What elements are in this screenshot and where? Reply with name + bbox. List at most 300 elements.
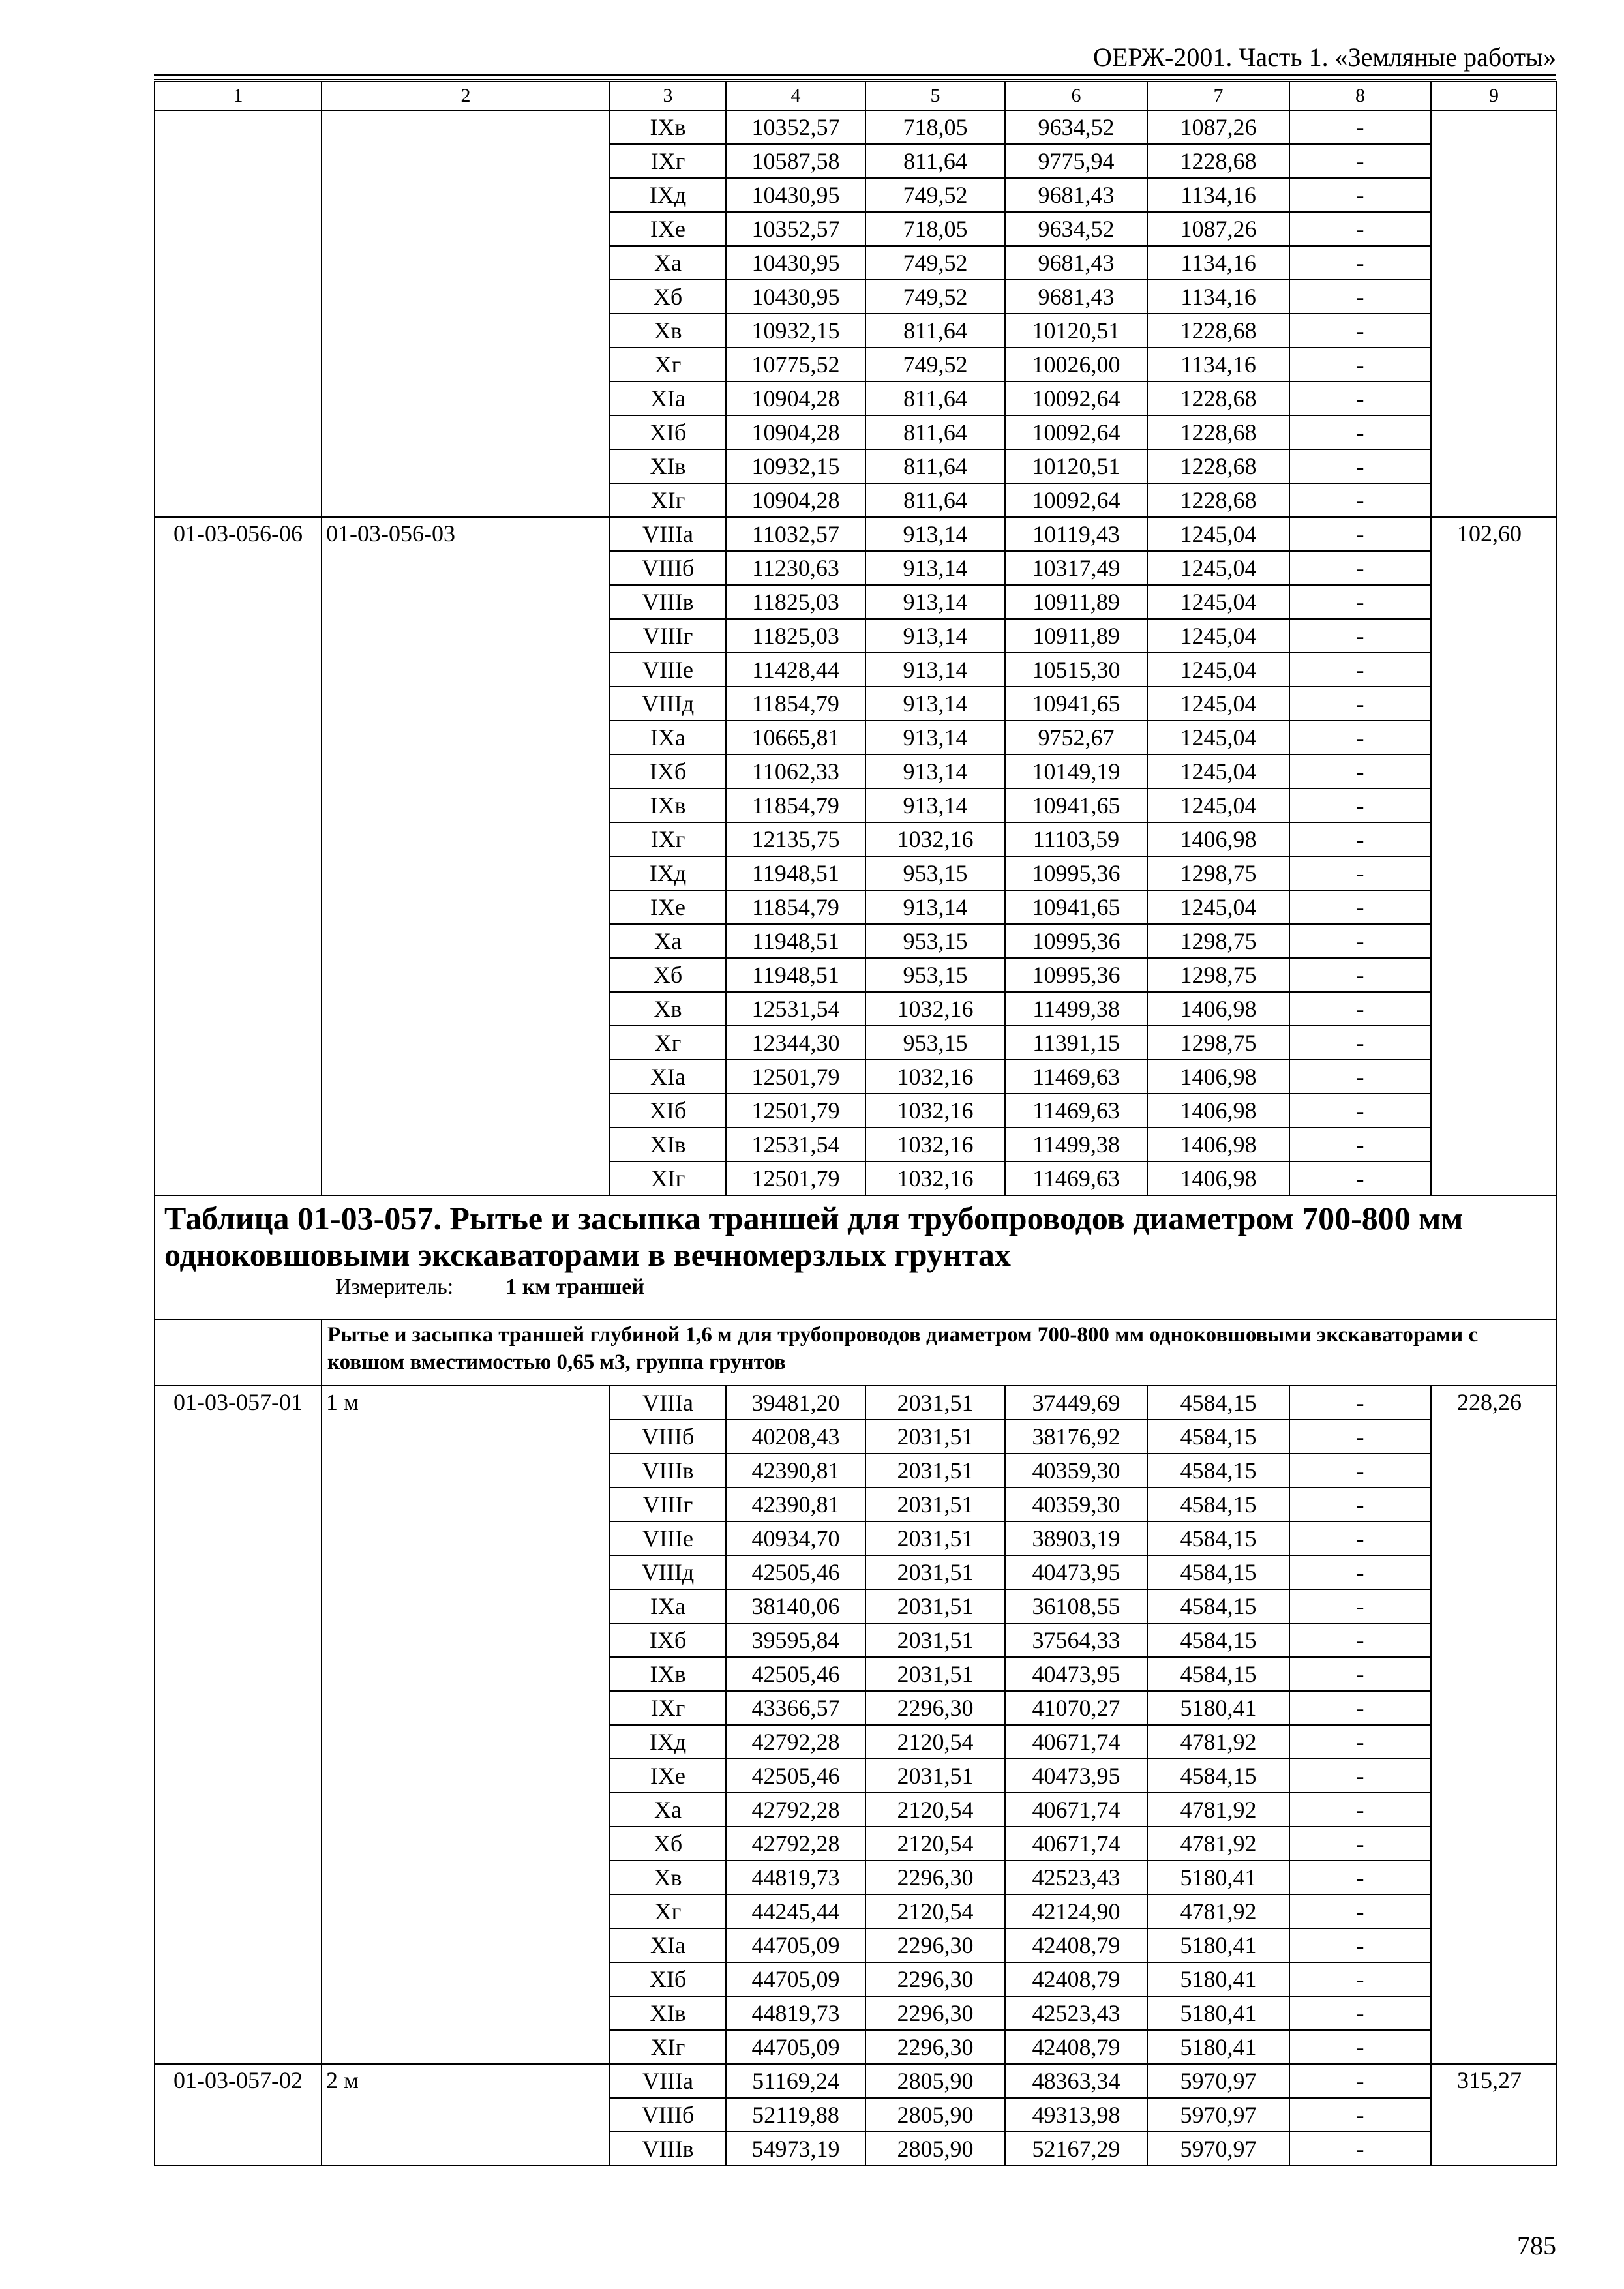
soil-group-cell: VIIIб: [610, 551, 726, 585]
soil-group-cell: Xа: [610, 246, 726, 280]
labor-cost-cell: 2031,51: [865, 1386, 1005, 1420]
soil-group-cell: VIIIб: [610, 2098, 726, 2132]
cost-total-cell: 12135,75: [726, 822, 865, 856]
operator-wage-cell: 5180,41: [1147, 1861, 1289, 1894]
machine-cost-cell: 9775,94: [1005, 144, 1147, 178]
soil-group-cell: IXа: [610, 721, 726, 755]
materials-cost-cell: -: [1289, 1161, 1431, 1195]
cost-total-cell: 12501,79: [726, 1161, 865, 1195]
materials-cost-cell: -: [1289, 1996, 1431, 2030]
machine-cost-cell: 37449,69: [1005, 1386, 1147, 1420]
machine-cost-cell: 10092,64: [1005, 483, 1147, 517]
soil-group-cell: IXе: [610, 212, 726, 246]
materials-cost-cell: -: [1289, 1793, 1431, 1827]
operator-wage-cell: 1406,98: [1147, 992, 1289, 1026]
materials-cost-cell: -: [1289, 314, 1431, 348]
operator-wage-cell: 4584,15: [1147, 1759, 1289, 1793]
operator-wage-cell: 1134,16: [1147, 348, 1289, 382]
operator-wage-cell: 5180,41: [1147, 1928, 1289, 1962]
materials-cost-cell: -: [1289, 212, 1431, 246]
cost-total-cell: 51169,24: [726, 2064, 865, 2098]
operator-wage-cell: 1245,04: [1147, 687, 1289, 721]
operator-wage-cell: 5970,97: [1147, 2064, 1289, 2098]
materials-cost-cell: -: [1289, 1454, 1431, 1488]
table-title-cell: [155, 1195, 1557, 1319]
machine-cost-cell: 9681,43: [1005, 246, 1147, 280]
machine-cost-cell: 40473,95: [1005, 1759, 1147, 1793]
cost-total-cell: 11230,63: [726, 551, 865, 585]
labor-cost-cell: 2031,51: [865, 1555, 1005, 1589]
header-rule: [154, 74, 1556, 76]
soil-group-cell: XIа: [610, 1060, 726, 1094]
cost-total-cell: 11948,51: [726, 924, 865, 958]
materials-cost-cell: -: [1289, 144, 1431, 178]
cost-total-cell: 11854,79: [726, 890, 865, 924]
soil-group-cell: XIб: [610, 415, 726, 449]
labor-cost-cell: 2120,54: [865, 1894, 1005, 1928]
labor-cost-cell: 1032,16: [865, 1060, 1005, 1094]
cost-total-cell: 11825,03: [726, 619, 865, 653]
materials-cost-cell: -: [1289, 348, 1431, 382]
labor-cost-cell: 2805,90: [865, 2064, 1005, 2098]
labor-cost-cell: 2805,90: [865, 2132, 1005, 2166]
labor-cost-cell: 913,14: [865, 551, 1005, 585]
column-9-value-cell: [1431, 110, 1557, 517]
machine-cost-cell: 42408,79: [1005, 1928, 1147, 1962]
meter-value: 1 км траншей: [505, 1275, 644, 1299]
labor-cost-cell: 811,64: [865, 144, 1005, 178]
operator-wage-cell: 1087,26: [1147, 212, 1289, 246]
labor-cost-cell: 913,14: [865, 890, 1005, 924]
cost-total-cell: 44705,09: [726, 2030, 865, 2064]
materials-cost-cell: -: [1289, 1962, 1431, 1996]
materials-cost-cell: -: [1289, 585, 1431, 619]
column-number: 3: [610, 82, 726, 110]
materials-cost-cell: -: [1289, 890, 1431, 924]
cost-total-cell: 54973,19: [726, 2132, 865, 2166]
operator-wage-cell: 1406,98: [1147, 1161, 1289, 1195]
machine-cost-cell: 10941,65: [1005, 890, 1147, 924]
operator-wage-cell: 5180,41: [1147, 1691, 1289, 1725]
machine-cost-cell: 36108,55: [1005, 1589, 1147, 1623]
materials-cost-cell: -: [1289, 415, 1431, 449]
operator-wage-cell: 4781,92: [1147, 1725, 1289, 1759]
cost-total-cell: 10587,58: [726, 144, 865, 178]
operator-wage-cell: 1087,26: [1147, 110, 1289, 144]
norm-code-cell: 01-03-057-02: [155, 2064, 322, 2166]
materials-cost-cell: -: [1289, 958, 1431, 992]
operator-wage-cell: 1228,68: [1147, 415, 1289, 449]
machine-cost-cell: 40671,74: [1005, 1793, 1147, 1827]
soil-group-cell: VIIIа: [610, 517, 726, 551]
labor-cost-cell: 2120,54: [865, 1793, 1005, 1827]
labor-cost-cell: 2296,30: [865, 1962, 1005, 1996]
cost-total-cell: 10904,28: [726, 415, 865, 449]
soil-group-cell: XIг: [610, 483, 726, 517]
labor-cost-cell: 953,15: [865, 856, 1005, 890]
cost-total-cell: 42505,46: [726, 1759, 865, 1793]
materials-cost-cell: -: [1289, 1691, 1431, 1725]
cost-total-cell: 10904,28: [726, 483, 865, 517]
labor-cost-cell: 913,14: [865, 687, 1005, 721]
soil-group-cell: XIб: [610, 1094, 726, 1128]
materials-cost-cell: -: [1289, 280, 1431, 314]
soil-group-cell: IXб: [610, 1623, 726, 1657]
operator-wage-cell: 5970,97: [1147, 2132, 1289, 2166]
cost-total-cell: 10775,52: [726, 348, 865, 382]
soil-group-cell: Xв: [610, 992, 726, 1026]
machine-cost-cell: 10995,36: [1005, 856, 1147, 890]
cost-total-cell: 11825,03: [726, 585, 865, 619]
soil-group-cell: VIIIв: [610, 1454, 726, 1488]
operator-wage-cell: 4781,92: [1147, 1827, 1289, 1861]
soil-group-cell: IXв: [610, 110, 726, 144]
machine-cost-cell: 10515,30: [1005, 653, 1147, 687]
operator-wage-cell: 4584,15: [1147, 1623, 1289, 1657]
cost-total-cell: 12501,79: [726, 1060, 865, 1094]
soil-group-cell: Xг: [610, 348, 726, 382]
norm-name-cell: 2 м: [322, 2064, 610, 2166]
machine-cost-cell: 48363,34: [1005, 2064, 1147, 2098]
machine-cost-cell: 40473,95: [1005, 1657, 1147, 1691]
soil-group-cell: Xв: [610, 1861, 726, 1894]
subtitle-empty-cell: [155, 1319, 322, 1386]
table-row: [155, 2064, 1557, 2098]
norm-name-cell: [322, 110, 610, 517]
materials-cost-cell: -: [1289, 449, 1431, 483]
table-title: Таблица 01-03-057. Рытье и засыпка траншей для трубопроводов диаметром 700-800 мм одноковшовыми экскаваторами в вечномерзлых грунтах: [164, 1200, 1464, 1273]
machine-cost-cell: 10941,65: [1005, 687, 1147, 721]
cost-total-cell: 40208,43: [726, 1420, 865, 1454]
materials-cost-cell: -: [1289, 1386, 1431, 1420]
operator-wage-cell: 1134,16: [1147, 246, 1289, 280]
soil-group-cell: XIа: [610, 1928, 726, 1962]
header-rule: [154, 79, 1556, 80]
cost-total-cell: 43366,57: [726, 1691, 865, 1725]
operator-wage-cell: 5180,41: [1147, 1962, 1289, 1996]
column-number: 2: [322, 82, 610, 110]
machine-cost-cell: 11499,38: [1005, 1128, 1147, 1161]
operator-wage-cell: 4584,15: [1147, 1420, 1289, 1454]
soil-group-cell: XIб: [610, 1962, 726, 1996]
labor-cost-cell: 749,52: [865, 348, 1005, 382]
soil-group-cell: IXг: [610, 822, 726, 856]
labor-cost-cell: 2120,54: [865, 1827, 1005, 1861]
operator-wage-cell: 5180,41: [1147, 2030, 1289, 2064]
labor-cost-cell: 953,15: [865, 1026, 1005, 1060]
machine-cost-cell: 10995,36: [1005, 924, 1147, 958]
soil-group-cell: VIIIа: [610, 2064, 726, 2098]
cost-total-cell: 10430,95: [726, 246, 865, 280]
materials-cost-cell: -: [1289, 687, 1431, 721]
materials-cost-cell: -: [1289, 1928, 1431, 1962]
materials-cost-cell: -: [1289, 1521, 1431, 1555]
table-row: [155, 1386, 1557, 1420]
machine-cost-cell: 40671,74: [1005, 1827, 1147, 1861]
operator-wage-cell: 1228,68: [1147, 449, 1289, 483]
cost-total-cell: 42390,81: [726, 1488, 865, 1521]
cost-total-cell: 11948,51: [726, 958, 865, 992]
soil-group-cell: VIIIг: [610, 1488, 726, 1521]
operator-wage-cell: 1245,04: [1147, 890, 1289, 924]
soil-group-cell: XIа: [610, 382, 726, 415]
operator-wage-cell: 1245,04: [1147, 721, 1289, 755]
machine-cost-cell: 10317,49: [1005, 551, 1147, 585]
soil-group-cell: VIIIа: [610, 1386, 726, 1420]
cost-total-cell: 42390,81: [726, 1454, 865, 1488]
operator-wage-cell: 1134,16: [1147, 280, 1289, 314]
column-9-value-cell: 315,27: [1431, 2064, 1557, 2166]
machine-cost-cell: 42523,43: [1005, 1861, 1147, 1894]
cost-total-cell: 11854,79: [726, 788, 865, 822]
soil-group-cell: Xа: [610, 1793, 726, 1827]
operator-wage-cell: 4584,15: [1147, 1589, 1289, 1623]
operator-wage-cell: 1406,98: [1147, 1060, 1289, 1094]
materials-cost-cell: -: [1289, 856, 1431, 890]
soil-group-cell: VIIIд: [610, 687, 726, 721]
machine-cost-cell: 9634,52: [1005, 110, 1147, 144]
labor-cost-cell: 913,14: [865, 653, 1005, 687]
operator-wage-cell: 4781,92: [1147, 1894, 1289, 1928]
table-title-row: [155, 1195, 1557, 1319]
labor-cost-cell: 953,15: [865, 924, 1005, 958]
materials-cost-cell: -: [1289, 1060, 1431, 1094]
table-subtitle: Рытье и засыпка траншей глубиной 1,6 м для трубопроводов диаметром 700-800 мм одноковшовыми экскаваторами с ковшом вместимостью 0,65 м3, группа грунтов: [327, 1323, 1479, 1374]
labor-cost-cell: 913,14: [865, 755, 1005, 788]
soil-group-cell: Xг: [610, 1026, 726, 1060]
machine-cost-cell: 42408,79: [1005, 1962, 1147, 1996]
norms-table: [154, 81, 1557, 2166]
operator-wage-cell: 1245,04: [1147, 517, 1289, 551]
operator-wage-cell: 4584,15: [1147, 1521, 1289, 1555]
materials-cost-cell: -: [1289, 382, 1431, 415]
operator-wage-cell: 1245,04: [1147, 551, 1289, 585]
operator-wage-cell: 1228,68: [1147, 382, 1289, 415]
machine-cost-cell: 11469,63: [1005, 1060, 1147, 1094]
cost-total-cell: 10665,81: [726, 721, 865, 755]
soil-group-cell: VIIIе: [610, 1521, 726, 1555]
machine-cost-cell: 52167,29: [1005, 2132, 1147, 2166]
meter-line: [164, 1274, 1547, 1300]
operator-wage-cell: 1245,04: [1147, 653, 1289, 687]
subtitle-cell: [322, 1319, 1557, 1386]
machine-cost-cell: 10149,19: [1005, 755, 1147, 788]
column-number: 8: [1289, 82, 1431, 110]
soil-group-cell: XIв: [610, 1996, 726, 2030]
cost-total-cell: 10352,57: [726, 110, 865, 144]
materials-cost-cell: -: [1289, 721, 1431, 755]
soil-group-cell: IXв: [610, 1657, 726, 1691]
cost-total-cell: 44245,44: [726, 1894, 865, 1928]
machine-cost-cell: 11469,63: [1005, 1094, 1147, 1128]
labor-cost-cell: 1032,16: [865, 1094, 1005, 1128]
cost-total-cell: 10430,95: [726, 280, 865, 314]
cost-total-cell: 38140,06: [726, 1589, 865, 1623]
materials-cost-cell: -: [1289, 1657, 1431, 1691]
cost-total-cell: 42792,28: [726, 1827, 865, 1861]
column-number: 1: [155, 82, 322, 110]
materials-cost-cell: -: [1289, 1094, 1431, 1128]
machine-cost-cell: 42124,90: [1005, 1894, 1147, 1928]
soil-group-cell: IXд: [610, 856, 726, 890]
machine-cost-cell: 11469,63: [1005, 1161, 1147, 1195]
column-number: 4: [726, 82, 865, 110]
operator-wage-cell: 4781,92: [1147, 1793, 1289, 1827]
labor-cost-cell: 2120,54: [865, 1725, 1005, 1759]
cost-total-cell: 10430,95: [726, 178, 865, 212]
machine-cost-cell: 10995,36: [1005, 958, 1147, 992]
soil-group-cell: Xб: [610, 1827, 726, 1861]
operator-wage-cell: 4584,15: [1147, 1555, 1289, 1589]
operator-wage-cell: 1228,68: [1147, 144, 1289, 178]
materials-cost-cell: -: [1289, 788, 1431, 822]
materials-cost-cell: -: [1289, 755, 1431, 788]
soil-group-cell: IXб: [610, 755, 726, 788]
labor-cost-cell: 718,05: [865, 212, 1005, 246]
norm-code-cell: 01-03-057-01: [155, 1386, 322, 2064]
soil-group-cell: IXа: [610, 1589, 726, 1623]
cost-total-cell: 40934,70: [726, 1521, 865, 1555]
materials-cost-cell: -: [1289, 2132, 1431, 2166]
cost-total-cell: 10932,15: [726, 314, 865, 348]
materials-cost-cell: -: [1289, 517, 1431, 551]
operator-wage-cell: 1298,75: [1147, 856, 1289, 890]
materials-cost-cell: -: [1289, 822, 1431, 856]
soil-group-cell: IXв: [610, 788, 726, 822]
labor-cost-cell: 953,15: [865, 958, 1005, 992]
soil-group-cell: XIг: [610, 2030, 726, 2064]
machine-cost-cell: 11103,59: [1005, 822, 1147, 856]
materials-cost-cell: -: [1289, 1759, 1431, 1793]
materials-cost-cell: -: [1289, 653, 1431, 687]
cost-total-cell: 11854,79: [726, 687, 865, 721]
soil-group-cell: IXе: [610, 890, 726, 924]
machine-cost-cell: 9634,52: [1005, 212, 1147, 246]
machine-cost-cell: 10120,51: [1005, 449, 1147, 483]
machine-cost-cell: 10092,64: [1005, 382, 1147, 415]
machine-cost-cell: 40359,30: [1005, 1454, 1147, 1488]
soil-group-cell: VIIIв: [610, 585, 726, 619]
labor-cost-cell: 811,64: [865, 382, 1005, 415]
operator-wage-cell: 1298,75: [1147, 1026, 1289, 1060]
table-row: [155, 517, 1557, 551]
materials-cost-cell: -: [1289, 2064, 1431, 2098]
operator-wage-cell: 1245,04: [1147, 619, 1289, 653]
norm-name-cell: 01-03-056-03: [322, 517, 610, 1195]
operator-wage-cell: 1245,04: [1147, 788, 1289, 822]
labor-cost-cell: 811,64: [865, 415, 1005, 449]
column-number-row: [155, 82, 1557, 110]
machine-cost-cell: 11499,38: [1005, 992, 1147, 1026]
labor-cost-cell: 749,52: [865, 246, 1005, 280]
machine-cost-cell: 42523,43: [1005, 1996, 1147, 2030]
subtitle-row: [155, 1319, 1557, 1386]
operator-wage-cell: 1298,75: [1147, 924, 1289, 958]
cost-total-cell: 11428,44: [726, 653, 865, 687]
soil-group-cell: IXг: [610, 1691, 726, 1725]
machine-cost-cell: 49313,98: [1005, 2098, 1147, 2132]
column-number: 5: [865, 82, 1005, 110]
labor-cost-cell: 2296,30: [865, 2030, 1005, 2064]
labor-cost-cell: 2031,51: [865, 1488, 1005, 1521]
machine-cost-cell: 11391,15: [1005, 1026, 1147, 1060]
soil-group-cell: XIв: [610, 1128, 726, 1161]
operator-wage-cell: 1228,68: [1147, 483, 1289, 517]
operator-wage-cell: 1245,04: [1147, 755, 1289, 788]
labor-cost-cell: 2296,30: [865, 1928, 1005, 1962]
soil-group-cell: VIIIе: [610, 653, 726, 687]
machine-cost-cell: 9752,67: [1005, 721, 1147, 755]
labor-cost-cell: 2031,51: [865, 1521, 1005, 1555]
labor-cost-cell: 913,14: [865, 619, 1005, 653]
operator-wage-cell: 4584,15: [1147, 1488, 1289, 1521]
soil-group-cell: VIIIд: [610, 1555, 726, 1589]
materials-cost-cell: -: [1289, 1128, 1431, 1161]
machine-cost-cell: 37564,33: [1005, 1623, 1147, 1657]
cost-total-cell: 12344,30: [726, 1026, 865, 1060]
machine-cost-cell: 10911,89: [1005, 585, 1147, 619]
machine-cost-cell: 40671,74: [1005, 1725, 1147, 1759]
materials-cost-cell: -: [1289, 483, 1431, 517]
soil-group-cell: VIIIв: [610, 2132, 726, 2166]
labor-cost-cell: 2296,30: [865, 1691, 1005, 1725]
cost-total-cell: 12501,79: [726, 1094, 865, 1128]
materials-cost-cell: -: [1289, 1589, 1431, 1623]
operator-wage-cell: 1298,75: [1147, 958, 1289, 992]
materials-cost-cell: -: [1289, 1861, 1431, 1894]
soil-group-cell: VIIIг: [610, 619, 726, 653]
cost-total-cell: 42505,46: [726, 1657, 865, 1691]
materials-cost-cell: -: [1289, 1026, 1431, 1060]
materials-cost-cell: -: [1289, 1555, 1431, 1589]
cost-total-cell: 11948,51: [726, 856, 865, 890]
materials-cost-cell: -: [1289, 2030, 1431, 2064]
labor-cost-cell: 1032,16: [865, 822, 1005, 856]
operator-wage-cell: 4584,15: [1147, 1657, 1289, 1691]
operator-wage-cell: 1406,98: [1147, 1094, 1289, 1128]
labor-cost-cell: 2031,51: [865, 1589, 1005, 1623]
labor-cost-cell: 718,05: [865, 110, 1005, 144]
operator-wage-cell: 1406,98: [1147, 822, 1289, 856]
labor-cost-cell: 2296,30: [865, 1996, 1005, 2030]
column-9-value-cell: 228,26: [1431, 1386, 1557, 2064]
cost-total-cell: 42505,46: [726, 1555, 865, 1589]
machine-cost-cell: 10026,00: [1005, 348, 1147, 382]
machine-cost-cell: 10120,51: [1005, 314, 1147, 348]
cost-total-cell: 10932,15: [726, 449, 865, 483]
materials-cost-cell: -: [1289, 1488, 1431, 1521]
labor-cost-cell: 2805,90: [865, 2098, 1005, 2132]
cost-total-cell: 42792,28: [726, 1725, 865, 1759]
soil-group-cell: Xг: [610, 1894, 726, 1928]
cost-total-cell: 42792,28: [726, 1793, 865, 1827]
labor-cost-cell: 2296,30: [865, 1861, 1005, 1894]
cost-total-cell: 11032,57: [726, 517, 865, 551]
labor-cost-cell: 2031,51: [865, 1759, 1005, 1793]
labor-cost-cell: 913,14: [865, 585, 1005, 619]
cost-total-cell: 10352,57: [726, 212, 865, 246]
soil-group-cell: IXд: [610, 1725, 726, 1759]
machine-cost-cell: 10941,65: [1005, 788, 1147, 822]
labor-cost-cell: 2031,51: [865, 1454, 1005, 1488]
machine-cost-cell: 41070,27: [1005, 1691, 1147, 1725]
labor-cost-cell: 1032,16: [865, 1161, 1005, 1195]
materials-cost-cell: -: [1289, 1623, 1431, 1657]
materials-cost-cell: -: [1289, 992, 1431, 1026]
cost-total-cell: 11062,33: [726, 755, 865, 788]
labor-cost-cell: 1032,16: [865, 992, 1005, 1026]
soil-group-cell: VIIIб: [610, 1420, 726, 1454]
